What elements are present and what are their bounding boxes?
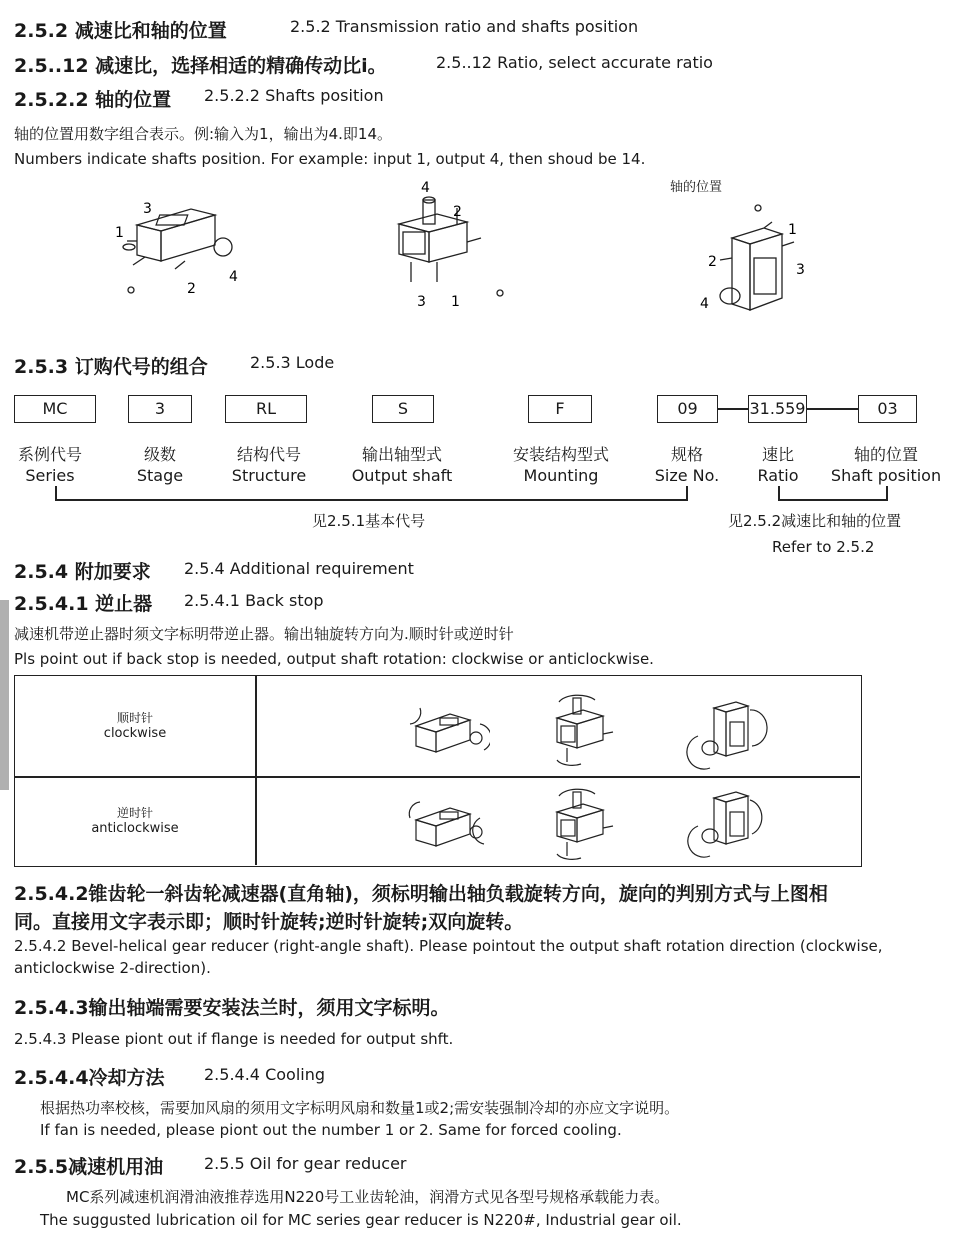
diag1-label-1: 1 [115,225,124,241]
code-box-stage: 3 [128,395,192,423]
section-2-5-4-4-title-en: 2.5.4.4 Cooling [204,1065,325,1084]
section-2-5-2-title-cn: 2.5.2 减速比和轴的位置 [14,20,227,42]
section-2-5-4-3-cn: 2.5.4.3输出轴端需要安装法兰时，须用文字标明。 [14,997,450,1019]
page-edge-marker [0,600,9,790]
acw-reducer-icon-2 [537,780,627,870]
section-2-5-4-2-en-line2: anticlockwise 2-direction). [14,959,211,977]
label-series-en: Series [25,466,75,485]
ref-ratio-en: Refer to 2.5.2 [772,538,875,556]
bracket-ratio-tick [778,486,780,500]
cw-reducer-icon-1 [400,694,490,764]
bracket-ratio-position [778,499,888,501]
section-2-5-3-title-en: 2.5.3 Lode [250,353,335,372]
label-structure-en: Structure [231,466,307,485]
code-connector-1 [718,408,748,410]
diag3-label-3: 3 [796,262,805,278]
backstop-desc-en: Pls point out if back stop is needed, output shaft rotation: clockwise or anticlockwise. [14,650,654,668]
label-shaft-position-cn: 轴的位置 [853,445,918,464]
label-mounting-cn: 安装结构型式 [512,445,609,464]
code-box-shaft-position: 03 [858,395,917,423]
cw-reducer-icon-2 [537,686,627,776]
label-mounting-en: Mounting [523,466,599,485]
bracket-mid-tick [686,486,688,500]
shaft-position-diagram-1 [105,195,255,300]
diagram-caption: 轴的位置 [670,180,723,195]
diag2-label-4: 4 [421,180,430,196]
cooling-desc-en: If fan is needed, please piont out the number 1 or 2. Same for forced cooling. [40,1121,622,1139]
section-2-5-5-title-en: 2.5.5 Oil for gear reducer [204,1154,407,1173]
section-2-5-4-2-en-line1: 2.5.4.2 Bevel-helical gear reducer (right-angle shaft). Please pointout the output shaft rotation direction (clockwise, [14,937,883,955]
section-2-5-12-title-cn: 2.5..12 减速比，选择相适的精确传动比i。 [14,55,387,77]
ref-basic-code: 见2.5.1基本代号 [312,512,426,530]
section-2-5-2-2-title-cn: 2.5.2.2 轴的位置 [14,89,172,111]
shaft-desc-cn: 轴的位置用数字组合表示。例:输入为1，输出为4.即14。 [14,125,392,143]
label-series-cn: 系例代号 [17,445,82,464]
table-row-divider [15,776,860,778]
oil-desc-en: The suggusted lubrication oil for MC series gear reducer is N220#, Industrial gear oil. [40,1211,682,1229]
diag1-label-3: 3 [143,201,152,217]
row-anticlockwise-en: anticlockwise [91,821,179,836]
diag1-label-4: 4 [229,269,238,285]
diag3-label-2: 2 [708,254,717,270]
ref-ratio-cn: 见2.5.2减速比和轴的位置 [728,512,902,530]
shaft-position-diagram-2 [385,178,515,313]
shaft-desc-en: Numbers indicate shafts position. For example: input 1, output 4, then shoud be 14. [14,150,646,168]
label-stage-cn: 级数 [143,445,176,464]
code-box-structure: RL [225,395,307,423]
label-structure-cn: 结构代号 [236,445,301,464]
diag3-label-1: 1 [788,222,797,238]
bracket-basic-code [55,499,688,501]
section-2-5-12-title-en: 2.5..12 Ratio, select accurate ratio [436,53,713,72]
section-2-5-4-2-cn-line2: 同。直接用文字表示即；顺时针旋转;逆时针旋转;双向旋转。 [14,911,524,933]
oil-desc-cn: MC系列减速机润滑油液推荐选用N220号工业齿轮油，润滑方式见各型号规格承载能力表。 [66,1188,670,1206]
section-2-5-4-4-title-cn: 2.5.4.4冷却方法 [14,1067,165,1089]
cooling-desc-cn: 根据热功率校核，需要加风扇的须用文字标明风扇和数量1或2;需安装强制冷却的亦应文字说明。 [40,1099,680,1117]
backstop-desc-cn: 减速机带逆止器时须文字标明带逆止器。输出轴旋转方向为.顺时针或逆时针 [14,625,514,643]
code-box-ratio: 31.559 [748,395,807,423]
section-2-5-2-2-title-en: 2.5.2.2 Shafts position [204,86,384,105]
acw-reducer-icon-1 [400,788,490,858]
label-stage-en: Stage [136,466,184,485]
code-box-size: 09 [657,395,718,423]
bracket-pos-tick [886,486,888,500]
section-2-5-4-title-en: 2.5.4 Additional requirement [184,559,414,578]
section-2-5-4-1-title-cn: 2.5.4.1 逆止器 [14,593,153,615]
section-2-5-3-title-cn: 2.5.3 订购代号的组合 [14,356,208,378]
diag2-label-1: 1 [451,294,460,310]
rotation-table [14,675,862,867]
section-2-5-4-3-en: 2.5.4.3 Please piont out if flange is needed for output shft. [14,1030,454,1048]
diag3-label-4: 4 [700,296,709,312]
section-2-5-4-2-cn-line1: 2.5.4.2锥齿轮一斜齿轮减速器(直角轴)，须标明输出轴负载旋转方向，旋向的判别方式与上图相 [14,883,828,905]
code-box-output-shaft: S [372,395,434,423]
section-2-5-4-1-title-en: 2.5.4.1 Back stop [184,591,324,610]
table-col-divider [255,676,257,865]
cw-reducer-icon-3 [680,686,770,776]
acw-reducer-icon-3 [680,780,770,860]
diag1-label-2: 2 [187,281,196,297]
shaft-position-diagram-3 [690,198,820,318]
diag2-label-2: 2 [453,204,462,220]
label-output-shaft-cn: 输出轴型式 [361,445,442,464]
label-shaft-position-en: Shaft position [830,466,942,485]
section-2-5-5-title-cn: 2.5.5减速机用油 [14,1156,164,1178]
label-ratio-cn: 速比 [761,445,794,464]
label-size-cn: 规格 [670,445,703,464]
label-output-shaft-en: Output shaft [351,466,453,485]
label-ratio-en: Ratio [757,466,799,485]
code-box-mounting: F [528,395,592,423]
section-2-5-4-title-cn: 2.5.4 附加要求 [14,561,151,583]
section-2-5-2-title-en: 2.5.2 Transmission ratio and shafts position [290,17,639,36]
diag2-label-3: 3 [417,294,426,310]
row-clockwise-en: clockwise [103,726,167,741]
row-anticlockwise-cn: 逆时针 [116,806,153,820]
row-clockwise-cn: 顺时针 [116,711,153,725]
bracket-left-tick [55,486,57,500]
code-box-series: MC [14,395,96,423]
label-size-en: Size No. [654,466,720,485]
code-connector-2 [807,408,858,410]
